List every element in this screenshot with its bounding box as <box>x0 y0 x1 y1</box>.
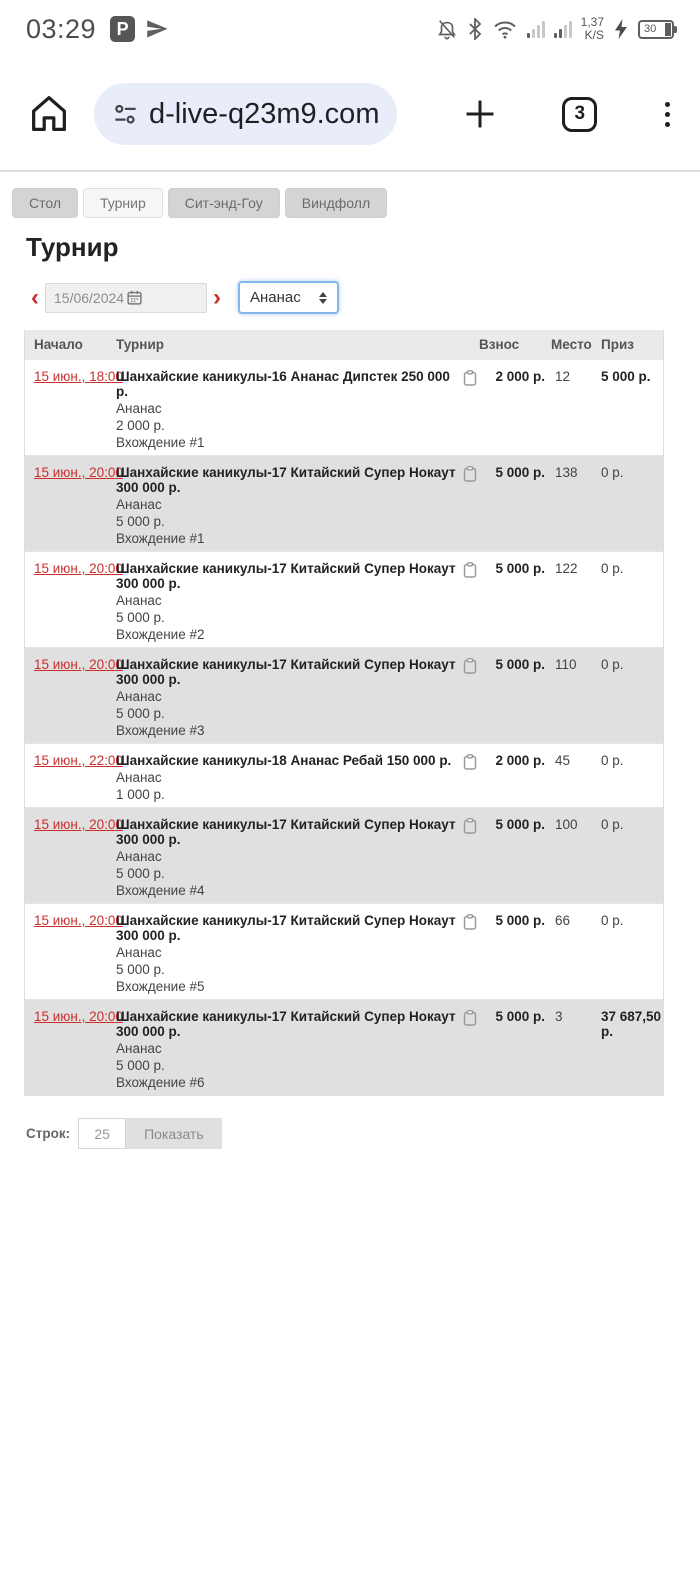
tournament-name: Шанхайские каникулы-16 Ананас Дипстек 250 000 р. <box>116 369 450 399</box>
table-row <box>25 999 663 1095</box>
tournament-subline: Вхождение #3 <box>116 723 205 738</box>
row-place: 12 <box>555 369 571 384</box>
row-tournament-cell <box>116 561 463 642</box>
tournament-name: Шанхайские каникулы-17 Китайский Супер Нокаут 300 000 р. <box>116 657 456 687</box>
tournament-table-body <box>25 359 663 1095</box>
row-icon-cell <box>463 753 489 802</box>
row-fee: 5 000 р. <box>495 561 545 576</box>
home-button[interactable] <box>26 91 72 137</box>
clipboard-icon[interactable] <box>463 914 489 930</box>
status-bar <box>0 0 700 58</box>
row-icon-cell <box>463 1009 489 1090</box>
notifications-off-icon <box>436 18 458 40</box>
row-prize: 0 р. <box>601 657 624 672</box>
row-fee: 2 000 р. <box>495 369 545 384</box>
table-row <box>25 743 663 807</box>
section-tab[interactable]: Стол <box>12 188 78 218</box>
header-start: Начало <box>34 337 83 352</box>
tournament-table <box>24 330 664 1096</box>
table-row <box>25 359 663 455</box>
battery-icon <box>638 20 674 39</box>
clock: 03:29 <box>26 13 97 44</box>
row-start-cell <box>25 561 123 642</box>
tournament-subline: 5 000 р. <box>116 1058 165 1073</box>
row-start-cell <box>25 753 123 802</box>
row-start-cell <box>25 913 123 994</box>
tournament-date-link[interactable]: 15 июн., 20:00 <box>34 465 123 480</box>
row-icon-cell <box>463 817 489 898</box>
row-place: 138 <box>555 465 578 480</box>
page-title: Турнир <box>26 232 119 262</box>
category-select[interactable] <box>238 281 339 314</box>
row-tournament-cell <box>116 817 463 898</box>
row-prize: 0 р. <box>601 561 624 576</box>
tournament-name: Шанхайские каникулы-17 Китайский Супер Нокаут 300 000 р. <box>116 1009 456 1039</box>
row-start-cell <box>25 657 123 738</box>
tournament-date-link[interactable]: 15 июн., 20:00 <box>34 1009 123 1024</box>
row-place: 100 <box>555 817 578 832</box>
tournament-name: Шанхайские каникулы-17 Китайский Супер Нокаут 300 000 р. <box>116 561 456 591</box>
row-place: 3 <box>555 1009 563 1024</box>
row-icon-cell <box>463 465 489 546</box>
table-row <box>25 903 663 999</box>
tournament-name: Шанхайские каникулы-18 Ананас Ребай 150 000 р. <box>116 753 452 768</box>
tournament-date-link[interactable]: 15 июн., 22:00 <box>34 753 123 768</box>
section-tab[interactable]: Турнир <box>83 188 163 218</box>
clipboard-icon[interactable] <box>463 818 489 834</box>
tournament-name: Шанхайские каникулы-17 Китайский Супер Нокаут 300 000 р. <box>116 913 456 943</box>
row-prize: 0 р. <box>601 913 624 928</box>
row-prize: 0 р. <box>601 817 624 832</box>
telegram-icon <box>145 17 169 41</box>
header-tournament: Турнир <box>116 337 165 352</box>
row-tournament-cell <box>116 1009 463 1090</box>
page-content <box>0 172 700 1149</box>
tournament-subline: Вхождение #5 <box>116 979 205 994</box>
header-prize: Приз <box>601 337 634 352</box>
table-header <box>25 330 663 359</box>
row-start-cell <box>25 1009 123 1090</box>
row-icon-cell <box>463 561 489 642</box>
row-icon-cell <box>463 657 489 738</box>
tournament-subline: Вхождение #1 <box>116 435 205 450</box>
new-tab-button[interactable] <box>461 95 499 133</box>
tab-count: 3 <box>574 103 586 124</box>
table-row <box>25 455 663 551</box>
row-icon-cell <box>463 913 489 994</box>
row-fee: 5 000 р. <box>495 1009 545 1024</box>
prev-day-button[interactable]: ‹ <box>31 283 39 311</box>
tournament-date-link[interactable]: 15 июн., 20:00 <box>34 817 123 832</box>
row-fee: 5 000 р. <box>495 465 545 480</box>
tournament-subline: Ананас <box>116 945 162 960</box>
category-selected-value: Ананас <box>250 289 301 306</box>
app-notification-icon: P <box>110 16 135 42</box>
rows-label: Строк: <box>26 1126 71 1141</box>
row-icon-cell <box>463 369 489 450</box>
row-start-cell <box>25 817 123 898</box>
next-day-button[interactable]: › <box>213 283 221 311</box>
tournament-date-link[interactable]: 15 июн., 18:00 <box>34 369 123 384</box>
table-row <box>25 551 663 647</box>
tournament-subline: Вхождение #6 <box>116 1075 205 1090</box>
row-place: 45 <box>555 753 571 768</box>
url-bar[interactable] <box>94 83 397 145</box>
clipboard-icon[interactable] <box>463 370 489 386</box>
row-fee: 5 000 р. <box>495 817 545 832</box>
row-tournament-cell <box>116 369 463 450</box>
row-prize: 0 р. <box>601 465 624 480</box>
row-prize: 5 000 р. <box>601 369 651 384</box>
row-start-cell <box>25 465 123 546</box>
row-fee: 2 000 р. <box>495 753 545 768</box>
tournament-subline: 5 000 р. <box>116 610 165 625</box>
rows-control <box>26 1118 688 1149</box>
tournament-subline: 2 000 р. <box>116 418 165 433</box>
tournament-subline: Ананас <box>116 497 162 512</box>
clipboard-icon[interactable] <box>463 658 489 674</box>
clipboard-icon[interactable] <box>463 1010 489 1026</box>
tournament-name: Шанхайские каникулы-17 Китайский Супер Нокаут 300 000 р. <box>116 817 456 847</box>
tournament-subline: Вхождение #4 <box>116 883 205 898</box>
tournament-subline: 5 000 р. <box>116 962 165 977</box>
header-fee: Взнос <box>479 337 520 352</box>
row-prize: 37 687,50 р. <box>601 1009 662 1039</box>
header-place: Место <box>551 337 592 352</box>
tournament-subline: Ананас <box>116 770 162 785</box>
tournament-subline: Ананас <box>116 1041 162 1056</box>
select-arrows-icon <box>319 292 327 304</box>
row-tournament-cell <box>116 753 463 802</box>
date-input[interactable] <box>45 283 207 313</box>
row-fee: 5 000 р. <box>495 913 545 928</box>
row-place: 66 <box>555 913 571 928</box>
row-tournament-cell <box>116 913 463 994</box>
browser-menu-button[interactable] <box>661 98 674 131</box>
network-speed: 1,37 K/S <box>580 15 604 42</box>
table-row <box>25 647 663 743</box>
row-fee: 5 000 р. <box>495 657 545 672</box>
tournament-name: Шанхайские каникулы-17 Китайский Супер Нокаут 300 000 р. <box>116 465 456 495</box>
cell-signal-icon-sim2 <box>554 20 572 38</box>
cell-signal-icon-sim1 <box>527 20 545 38</box>
charging-icon <box>613 18 629 40</box>
bluetooth-icon <box>467 18 483 40</box>
wifi-icon <box>492 18 518 40</box>
clipboard-icon[interactable] <box>463 754 489 770</box>
table-row <box>25 807 663 903</box>
clipboard-icon[interactable] <box>463 562 489 578</box>
tournament-subline: 1 000 р. <box>116 787 165 802</box>
date-value: 15/06/2024 <box>54 289 125 306</box>
section-tabs <box>12 188 688 218</box>
battery-percent: 30 <box>644 23 657 35</box>
tournament-subline: Вхождение #1 <box>116 531 205 546</box>
tournament-date-link[interactable]: 15 июн., 20:00 <box>34 913 123 928</box>
section-tab[interactable]: Сит-энд-Гоу <box>168 188 280 218</box>
tournament-subline: 5 000 р. <box>116 514 165 529</box>
tournament-subline: 5 000 р. <box>116 866 165 881</box>
tournament-subline: Ананас <box>116 849 162 864</box>
row-place: 110 <box>555 657 577 672</box>
show-button[interactable]: Показать <box>126 1118 222 1149</box>
tournament-date-link[interactable]: 15 июн., 20:00 <box>34 561 123 576</box>
tournament-subline: 5 000 р. <box>116 706 165 721</box>
tournament-subline: Вхождение #2 <box>116 627 205 642</box>
tournament-subline: Ананас <box>116 401 162 416</box>
clipboard-icon[interactable] <box>463 466 489 482</box>
row-tournament-cell <box>116 657 463 738</box>
tab-switcher-button[interactable] <box>562 97 597 132</box>
row-prize: 0 р. <box>601 753 624 768</box>
calendar-icon[interactable] <box>126 289 198 306</box>
row-tournament-cell <box>116 465 463 546</box>
url-text[interactable]: d-live-q23m9.com <box>149 97 380 130</box>
rows-count-input[interactable] <box>78 1118 126 1149</box>
filter-row <box>28 281 688 314</box>
tournament-subline: Ананас <box>116 593 162 608</box>
browser-toolbar <box>0 58 700 172</box>
tournament-date-link[interactable]: 15 июн., 20:00 <box>34 657 123 672</box>
section-tab[interactable]: Виндфолл <box>285 188 387 218</box>
site-settings-icon[interactable] <box>112 101 139 128</box>
row-start-cell <box>25 369 123 450</box>
tournament-subline: Ананас <box>116 689 162 704</box>
row-place: 122 <box>555 561 578 576</box>
